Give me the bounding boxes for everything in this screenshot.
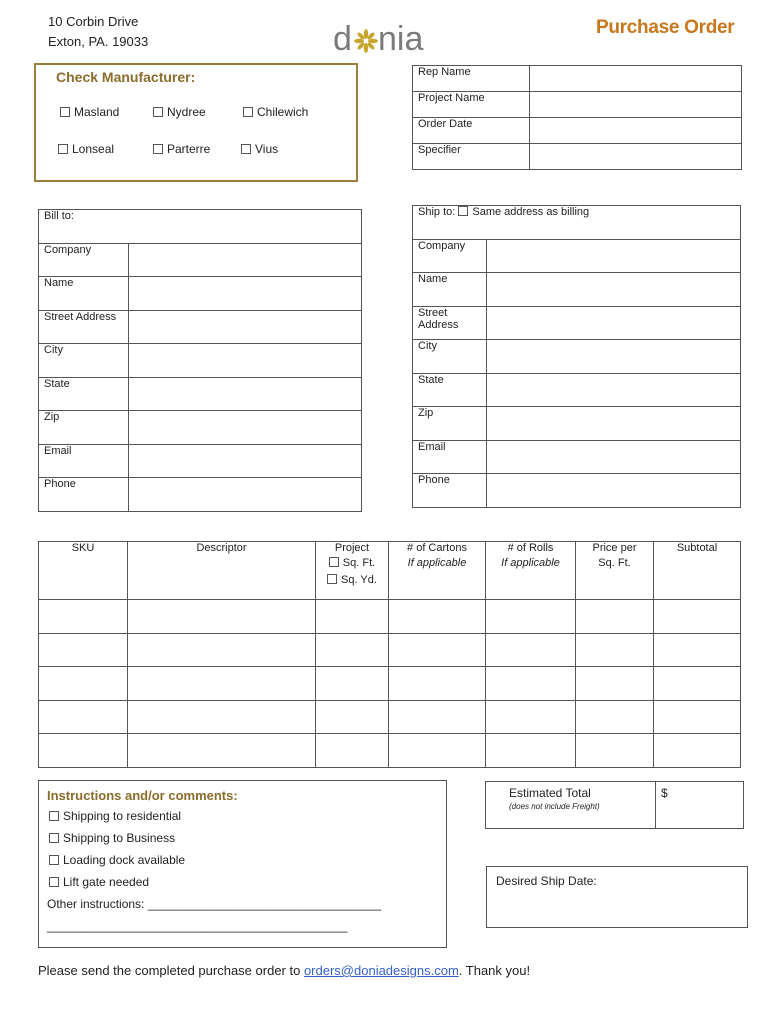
- table-cell[interactable]: [389, 600, 486, 634]
- ship-state-field[interactable]: [487, 373, 741, 407]
- table-cell[interactable]: [128, 734, 316, 768]
- ship-to-row: [413, 474, 741, 508]
- table-cell[interactable]: [486, 600, 576, 634]
- estimated-total-label: Estimated Total: [509, 786, 591, 800]
- bill-to-table: [38, 209, 362, 512]
- svg-text:nia: nia: [378, 20, 424, 58]
- order-info-row: [413, 118, 742, 144]
- ship-to-header: [413, 206, 741, 240]
- ship-to-label: Street Address: [413, 306, 487, 340]
- instructions-box: [38, 780, 447, 948]
- currency-symbol: $: [661, 786, 668, 800]
- bill-to-row: [39, 277, 362, 311]
- instruction-option-residential[interactable]: Shipping to residential: [49, 809, 181, 823]
- bill-to-label: State: [39, 377, 129, 411]
- bill-to-row: [39, 243, 362, 277]
- price-header: [576, 542, 654, 600]
- table-cell[interactable]: [486, 700, 576, 734]
- table-cell[interactable]: [316, 667, 389, 701]
- ship-email-field[interactable]: [487, 440, 741, 474]
- subtotal-header: Subtotal: [654, 542, 741, 600]
- ship-to-table: [412, 205, 741, 508]
- price-header-label: Price per: [592, 542, 637, 554]
- table-cell[interactable]: [128, 600, 316, 634]
- order-info-label: Project Name: [413, 92, 530, 118]
- table-cell[interactable]: [654, 667, 741, 701]
- table-cell[interactable]: [316, 600, 389, 634]
- table-cell[interactable]: [576, 600, 654, 634]
- table-cell[interactable]: [389, 700, 486, 734]
- ship-to-row: [413, 340, 741, 374]
- instruction-option-business[interactable]: Shipping to Business: [49, 831, 175, 845]
- order-info-label: Specifier: [413, 144, 530, 170]
- project-header: [316, 542, 389, 600]
- bill-to-header-row: [39, 210, 362, 244]
- order-info-row: [413, 66, 742, 92]
- checkbox-icon[interactable]: [49, 833, 59, 843]
- checkbox-icon[interactable]: [243, 107, 253, 117]
- table-row: [39, 667, 741, 701]
- order-info-row: [413, 144, 742, 170]
- instruction-option-loading-dock[interactable]: Loading dock available: [49, 853, 185, 867]
- same-address-label: Same address as billing: [472, 206, 590, 218]
- checkbox-icon[interactable]: [241, 144, 251, 154]
- descriptor-header: Descriptor: [128, 542, 316, 600]
- table-cell[interactable]: [654, 734, 741, 768]
- cartons-header-note: If applicable: [407, 557, 467, 569]
- footer-suffix: . Thank you!: [458, 963, 531, 978]
- bill-name-field[interactable]: [129, 277, 362, 311]
- ship-to-row: [413, 373, 741, 407]
- order-email-link[interactable]: orders@doniadesigns.com: [303, 963, 459, 978]
- rolls-header: [486, 542, 576, 600]
- table-cell[interactable]: [654, 600, 741, 634]
- ship-phone-field[interactable]: [487, 474, 741, 508]
- instruction-option-lift-gate[interactable]: Lift gate needed: [49, 875, 149, 889]
- manufacturer-title: Check Manufacturer:: [56, 69, 196, 85]
- project-name-field[interactable]: [530, 92, 742, 118]
- bill-to-row: [39, 344, 362, 378]
- table-cell[interactable]: [654, 700, 741, 734]
- ship-to-label: Company: [413, 239, 487, 273]
- ship-company-field[interactable]: [487, 239, 741, 273]
- estimated-total-note: (does not include Freight): [509, 802, 600, 811]
- ship-to-title: Ship to:: [418, 206, 456, 218]
- checkbox-icon[interactable]: [329, 557, 339, 567]
- ship-name-field[interactable]: [487, 273, 741, 307]
- manufacturer-option-nydree[interactable]: Nydree: [153, 105, 206, 119]
- footer-prefix: Please send the completed purchase order to: [38, 963, 304, 978]
- estimated-total-row: [486, 782, 744, 829]
- other-instructions-line-2[interactable]: _____________________________________________: [47, 919, 348, 933]
- ship-to-label: State: [413, 373, 487, 407]
- specifier-field[interactable]: [530, 144, 742, 170]
- table-cell[interactable]: [316, 700, 389, 734]
- footer-note: [38, 963, 530, 978]
- instructions-title: Instructions and/or comments:: [47, 788, 238, 803]
- checkbox-icon[interactable]: [58, 144, 68, 154]
- project-header-label: Project: [334, 542, 370, 554]
- checkbox-icon[interactable]: [49, 877, 59, 887]
- table-cell[interactable]: [486, 667, 576, 701]
- manufacturer-option-vius[interactable]: Vius: [241, 142, 278, 156]
- checkbox-icon[interactable]: [153, 107, 163, 117]
- address-line-1: 10 Corbin Drive: [48, 14, 139, 29]
- checkbox-icon[interactable]: [49, 855, 59, 865]
- manufacturer-option-masland[interactable]: Masland: [60, 105, 119, 119]
- table-cell[interactable]: [486, 633, 576, 667]
- line-items-header-row: [39, 542, 741, 600]
- bill-city-field[interactable]: [129, 344, 362, 378]
- checkbox-icon[interactable]: [327, 574, 337, 584]
- rolls-header-label: # of Rolls: [507, 542, 554, 554]
- bill-zip-field[interactable]: [129, 411, 362, 445]
- cartons-header-label: # of Cartons: [407, 542, 467, 554]
- table-cell[interactable]: [128, 667, 316, 701]
- estimated-total-table: [485, 781, 744, 829]
- bill-company-field[interactable]: [129, 243, 362, 277]
- ship-to-label: Name: [413, 273, 487, 307]
- table-cell[interactable]: [39, 734, 128, 768]
- bill-state-field[interactable]: [129, 377, 362, 411]
- page-title: Purchase Order: [596, 17, 735, 38]
- bill-to-row: [39, 377, 362, 411]
- bill-street-field[interactable]: [129, 310, 362, 344]
- company-address: [48, 12, 148, 52]
- ship-street-field[interactable]: [487, 306, 741, 340]
- table-cell[interactable]: [389, 633, 486, 667]
- checkbox-icon[interactable]: [60, 107, 70, 117]
- table-cell[interactable]: [576, 633, 654, 667]
- bill-to-row: [39, 444, 362, 478]
- table-cell[interactable]: [576, 667, 654, 701]
- estimated-total-field[interactable]: [656, 782, 744, 829]
- table-cell[interactable]: [316, 633, 389, 667]
- ship-to-label: City: [413, 340, 487, 374]
- cartons-header: [389, 542, 486, 600]
- ship-to-header-row: [413, 206, 741, 240]
- table-cell[interactable]: [389, 667, 486, 701]
- bill-to-label: Company: [39, 243, 129, 277]
- bill-phone-field[interactable]: [129, 478, 362, 512]
- bill-to-title: Bill to:: [39, 210, 362, 244]
- table-cell[interactable]: [576, 700, 654, 734]
- sqft-option[interactable]: Sq. Ft.: [321, 557, 383, 569]
- order-date-field[interactable]: [530, 118, 742, 144]
- ship-to-label: Zip: [413, 407, 487, 441]
- ship-to-row: [413, 239, 741, 273]
- table-row: [39, 600, 741, 634]
- ship-to-label: Phone: [413, 474, 487, 508]
- checkbox-icon[interactable]: [458, 206, 468, 216]
- manufacturer-box: [34, 63, 358, 182]
- order-info-table: [412, 65, 742, 170]
- table-cell[interactable]: [486, 734, 576, 768]
- ship-to-label: Email: [413, 440, 487, 474]
- bill-to-label: Email: [39, 444, 129, 478]
- manufacturer-option-lonseal[interactable]: Lonseal: [58, 142, 114, 156]
- bill-to-row: [39, 310, 362, 344]
- table-cell[interactable]: [39, 667, 128, 701]
- bill-to-label: Zip: [39, 411, 129, 445]
- ship-to-row: [413, 407, 741, 441]
- table-row: [39, 633, 741, 667]
- table-cell[interactable]: [39, 600, 128, 634]
- svg-text:d: d: [333, 20, 352, 58]
- table-cell[interactable]: [654, 633, 741, 667]
- table-row: [39, 700, 741, 734]
- ship-city-field[interactable]: [487, 340, 741, 374]
- donia-logo: [333, 20, 448, 58]
- rep-name-field[interactable]: [530, 66, 742, 92]
- rolls-header-note: If applicable: [501, 557, 560, 569]
- ship-to-row: [413, 273, 741, 307]
- ship-to-row: [413, 440, 741, 474]
- ship-to-row: [413, 306, 741, 340]
- table-cell[interactable]: [316, 734, 389, 768]
- bill-to-label: Street Address: [39, 310, 129, 344]
- desired-ship-date-label: Desired Ship Date:: [496, 874, 597, 888]
- table-cell[interactable]: [128, 633, 316, 667]
- address-line-2: Exton, PA. 19033: [48, 34, 149, 49]
- table-row: [39, 734, 741, 768]
- table-cell[interactable]: [39, 633, 128, 667]
- bill-to-label: Name: [39, 277, 129, 311]
- desired-ship-date-box[interactable]: [486, 866, 748, 928]
- ship-zip-field[interactable]: [487, 407, 741, 441]
- manufacturer-option-chilewich[interactable]: Chilewich: [243, 105, 308, 119]
- bill-to-label: Phone: [39, 478, 129, 512]
- bill-to-label: City: [39, 344, 129, 378]
- estimated-total-label-cell: [486, 782, 656, 829]
- bill-to-row: [39, 478, 362, 512]
- order-info-row: [413, 92, 742, 118]
- bill-to-row: [39, 411, 362, 445]
- order-info-label: Order Date: [413, 118, 530, 144]
- manufacturer-option-parterre[interactable]: Parterre: [153, 142, 210, 156]
- other-instructions-line[interactable]: Other instructions: ___________________________________: [47, 897, 382, 911]
- bill-email-field[interactable]: [129, 444, 362, 478]
- sqyd-option[interactable]: Sq. Yd.: [321, 574, 383, 586]
- table-cell[interactable]: [576, 734, 654, 768]
- sku-header: SKU: [39, 542, 128, 600]
- table-cell[interactable]: [39, 700, 128, 734]
- table-cell[interactable]: [389, 734, 486, 768]
- table-cell[interactable]: [128, 700, 316, 734]
- checkbox-icon[interactable]: [49, 811, 59, 821]
- price-header-unit: Sq. Ft.: [598, 557, 631, 569]
- order-info-label: Rep Name: [413, 66, 530, 92]
- line-items-table: [38, 541, 741, 768]
- checkbox-icon[interactable]: [153, 144, 163, 154]
